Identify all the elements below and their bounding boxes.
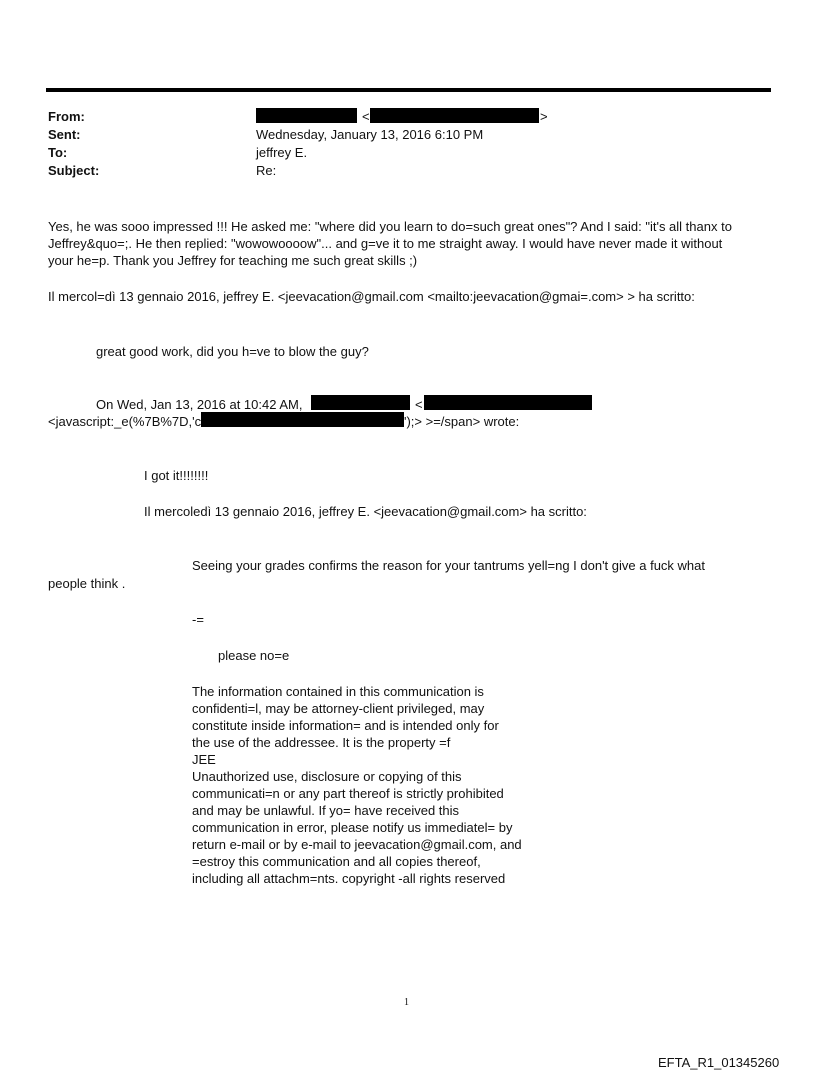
disclaimer-line: and may be unlawful. If yo= have received this [192, 803, 460, 818]
redaction-sender-email [370, 108, 539, 123]
disclaimer-line: including all attachm=nts. copyright -all rights reserved [192, 871, 506, 886]
subject-value: Re: [256, 163, 277, 178]
dash-eq-text: -= [192, 612, 204, 627]
quote-intro-1: Il mercol=dì 13 gennaio 2016, jeffrey E. <jeevacation@gmail.com <mailto:jeevacation@gmai=.com> > ha scritto: [48, 289, 695, 304]
got-it-text: I got it!!!!!!!! [144, 468, 209, 483]
subject-label: Subject: [48, 163, 100, 178]
redaction-javascript-address [201, 412, 404, 427]
redaction-email-2 [424, 395, 592, 410]
from-bracket-open: < [362, 109, 370, 124]
disclaimer-line: return e-mail or by e-mail to jeevacation@gmail.com, and [192, 837, 522, 852]
from-bracket-close: > [540, 109, 548, 124]
redaction-name-2 [311, 395, 410, 410]
body-line-3: your he=p. Thank you Jeffrey for teaching me such great skills ;) [48, 253, 418, 268]
body-line-1: Yes, he was sooo impressed !!! He asked me: "where did you learn to do=such great ones"? And I said: "it's all thanx to [48, 219, 732, 234]
redaction-sender-name [256, 108, 357, 123]
document-id: EFTA_R1_01345260 [658, 1055, 780, 1070]
sent-value: Wednesday, January 13, 2016 6:10 PM [256, 127, 484, 142]
please-note-text: please no=e [218, 648, 290, 663]
quote-intro-2: On Wed, Jan 13, 2016 at 10:42 AM, [96, 397, 303, 412]
body-line-2: Jeffrey&quo=;. He then replied: "wowowoooow"... and g=ve it to me straight away. I would have never made it without [48, 236, 723, 251]
disclaimer-line: JEE [192, 752, 216, 767]
disclaimer-line: communicati=n or any part thereof is strictly prohibited [192, 786, 504, 801]
page-number: 1 [404, 997, 409, 1008]
quote-intro-3: Il mercoledì 13 gennaio 2016, jeffrey E. <jeevacation@gmail.com> ha scritto: [144, 504, 587, 519]
disclaimer-line: the use of the addressee. It is the property =f [192, 735, 451, 750]
header-rule [46, 88, 771, 92]
to-value: jeffrey E. [256, 145, 308, 160]
disclaimer-line: =estroy this communication and all copies thereof, [192, 854, 481, 869]
disclaimer-line: Unauthorized use, disclosure or copying of this [192, 769, 462, 784]
grades-line-1: Seeing your grades confirms the reason for your tantrums yell=ng I don't give a fuck what [192, 558, 705, 573]
disclaimer-block [192, 683, 572, 887]
quote-intro-2-line2-end: ');> >=/span> wrote: [404, 414, 520, 429]
quote-intro-2-line2: <javascript:_e(%7B%7D,'c [48, 414, 202, 429]
quote-intro-2-bracket: < [415, 397, 423, 412]
disclaimer-line: The information contained in this communication is [192, 684, 484, 699]
from-label: From: [48, 109, 85, 124]
disclaimer-line: confidenti=l, may be attorney-client privileged, may [192, 701, 485, 716]
disclaimer-line: communication in error, please notify us immediatel= by [192, 820, 513, 835]
disclaimer-line: constitute inside information= and is intended only for [192, 718, 499, 733]
grades-line-2: people think . [48, 576, 126, 591]
to-label: To: [48, 145, 68, 160]
sent-label: Sent: [48, 127, 81, 142]
quote-text-1: great good work, did you h=ve to blow the guy? [96, 344, 369, 359]
